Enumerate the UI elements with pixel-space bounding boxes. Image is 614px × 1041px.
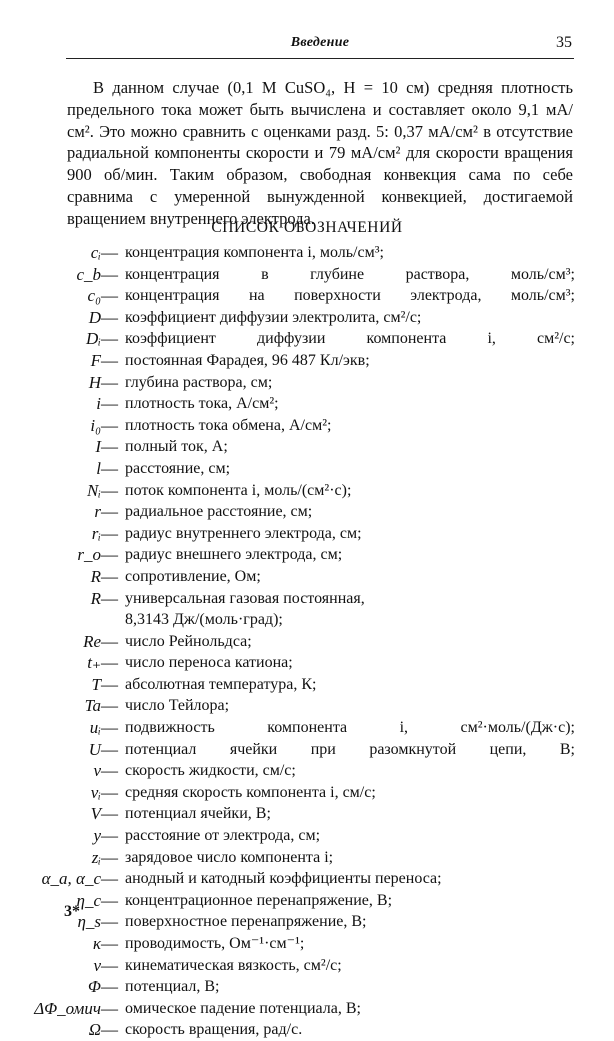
symbol — [91, 242, 118, 264]
symbol — [93, 955, 118, 977]
em-dash: — — [101, 782, 118, 802]
symbol-row — [0, 847, 614, 869]
symbol — [34, 998, 118, 1020]
em-dash: — — [101, 437, 118, 457]
symbol-row — [0, 825, 614, 847]
definition: полный ток, А; — [125, 438, 228, 456]
definition: число Тейлора; — [125, 697, 230, 715]
symbol-row — [0, 393, 614, 415]
symbol-text: cᵢ — [90, 243, 101, 262]
symbol — [94, 501, 118, 523]
symbol-row — [0, 328, 614, 350]
symbol-row — [0, 868, 614, 890]
symbol-row — [0, 739, 614, 761]
symbol — [89, 739, 118, 761]
symbol-text: T — [91, 674, 101, 694]
definition: концентрация компонента i, моль/см³; — [125, 244, 384, 261]
intro-text: В данном случае (0,1 М CuSO₄, H = 10 см) средняя плотность предельного тока может быть вычислена и составляет около 9,1 мА/см². Это можно сравнить с оценками разд. 5: 0,37 мА/см² в отсутствие радиальной компоненты скорости и 79 мА/см² для скорости вращения 900 об/мин. Таким образом, свободная конвекция сама по себе сравнима с умеренной вынужденной конвекцией, достигаемой вращением внутреннего электрода. — [67, 78, 573, 228]
definition: скорость жидкости, см/с; — [125, 762, 296, 780]
symbol-row — [0, 933, 614, 955]
header-rule — [66, 58, 574, 59]
symbol-row — [0, 415, 614, 437]
symbol-row — [0, 911, 614, 933]
symbol-row — [0, 242, 614, 264]
symbol-text: Φ — [88, 977, 101, 997]
definition: потенциал, В; — [125, 978, 220, 996]
em-dash: — — [101, 718, 118, 738]
symbol — [87, 480, 118, 502]
symbol — [95, 436, 118, 458]
symbol — [93, 825, 118, 847]
symbol-row — [0, 760, 614, 782]
symbol-row — [0, 544, 614, 566]
definition: концентрация на поверхности электрода, моль/см³; — [125, 287, 575, 305]
running-header — [66, 33, 574, 57]
definition: потенциал ячейки, В; — [125, 805, 271, 823]
section-title: Введение — [290, 35, 350, 50]
symbol — [77, 890, 118, 912]
symbol — [93, 760, 118, 782]
em-dash: — — [101, 653, 118, 673]
definition: средняя скорость компонента i, см/с; — [125, 783, 376, 801]
em-dash: — — [101, 588, 118, 608]
em-dash: — — [101, 480, 118, 500]
em-dash: — — [101, 739, 118, 759]
symbol-text: U — [88, 739, 101, 759]
em-dash: — — [101, 264, 118, 284]
definition: омическое падение потенциала, В; — [125, 999, 361, 1017]
symbol-text: i₀ — [90, 415, 101, 435]
definition: глубина раствора, см; — [125, 373, 273, 391]
definition: радиус внутреннего электрода, см; — [125, 524, 362, 542]
symbol-text: V — [90, 804, 101, 824]
symbol — [91, 588, 118, 610]
definition: постоянная Фарадея, 96 487 Кл/экв; — [125, 351, 370, 369]
symbol — [96, 393, 118, 415]
em-dash: — — [101, 243, 118, 262]
definition: радиальное расстояние, см; — [125, 503, 313, 521]
em-dash: — — [101, 674, 118, 694]
symbol-text: R — [90, 588, 101, 608]
symbol-row — [0, 264, 614, 286]
em-dash: — — [101, 415, 118, 435]
symbol — [89, 372, 118, 394]
symbol-row — [0, 695, 614, 717]
symbol-row — [0, 372, 614, 394]
symbol-row — [0, 803, 614, 825]
symbol — [91, 782, 118, 804]
em-dash: — — [101, 696, 118, 716]
em-dash: — — [101, 934, 118, 953]
em-dash: — — [101, 761, 118, 781]
definition: универсальная газовая постоянная, — [125, 589, 365, 607]
em-dash: — — [101, 955, 118, 975]
definition: потенциал ячейки при разомкнутой цепи, В; — [125, 740, 575, 758]
definition: коэффициент диффузии компонента i, см²/с; — [125, 330, 575, 348]
symbol-text: r — [94, 502, 101, 522]
symbol-row — [0, 307, 614, 329]
symbol — [90, 717, 118, 739]
symbol — [86, 328, 118, 350]
list-title: СПИСОК ОБОЗНАЧЕНИЙ — [211, 219, 403, 236]
symbol — [91, 566, 118, 588]
symbol-text: η_c — [76, 890, 101, 910]
definition: радиус внешнего электрода, см; — [125, 546, 343, 564]
symbol-text: c_b — [76, 264, 101, 284]
em-dash: — — [101, 998, 118, 1018]
intro-paragraph — [67, 77, 573, 230]
symbol — [91, 803, 118, 825]
em-dash: — — [101, 329, 118, 349]
symbol-row — [0, 436, 614, 458]
definition: скорость вращения, рад/с. — [125, 1021, 303, 1039]
em-dash: — — [101, 545, 118, 565]
symbol-text: i — [96, 394, 101, 414]
symbol-row — [0, 652, 614, 674]
symbol-row — [0, 998, 614, 1020]
definition: проводимость, Ом⁻¹·см⁻¹; — [125, 935, 305, 952]
symbol — [77, 544, 118, 566]
symbol-text: vᵢ — [90, 782, 101, 802]
em-dash: — — [101, 847, 118, 867]
em-dash: — — [101, 350, 118, 370]
symbol — [92, 847, 118, 869]
symbol — [89, 307, 118, 329]
symbol-text: α_a, α_c — [41, 869, 101, 889]
em-dash: — — [101, 372, 118, 392]
symbol-text: v — [93, 761, 101, 781]
em-dash: — — [101, 1020, 118, 1040]
symbol — [76, 264, 118, 286]
symbol-text: y — [93, 826, 101, 846]
symbol — [87, 652, 118, 674]
em-dash: — — [101, 523, 118, 543]
symbol-text: ΔΦ_омич — [34, 998, 101, 1018]
symbol-row — [0, 976, 614, 998]
symbol-row — [0, 782, 614, 804]
symbol-row — [0, 350, 614, 372]
symbol-row — [0, 480, 614, 502]
symbol-row — [0, 458, 614, 480]
em-dash: — — [101, 307, 118, 327]
symbol-text: c₀ — [87, 286, 101, 306]
symbol-text: I — [95, 437, 101, 457]
em-dash: — — [101, 977, 118, 997]
symbol-text: Re — [83, 631, 101, 651]
definition: плотность тока, А/см²; — [125, 395, 279, 413]
symbol-row — [0, 1019, 614, 1041]
definition: число Рейнольдса; — [125, 632, 252, 650]
em-dash: — — [101, 804, 118, 824]
symbol-text: D — [88, 307, 101, 327]
symbol — [88, 285, 118, 307]
definition: зарядовое число компонента i; — [125, 848, 334, 866]
symbol-text: Nᵢ — [86, 480, 101, 500]
symbol — [88, 976, 118, 998]
symbol-text: uᵢ — [89, 718, 101, 738]
symbol-text: F — [90, 350, 101, 370]
definition: концентрационное перенапряжение, В; — [125, 891, 393, 909]
symbol-row — [0, 890, 614, 912]
definition: кинематическая вязкость, см²/с; — [125, 956, 342, 974]
definition: абсолютная температура, К; — [125, 675, 317, 693]
symbol — [42, 868, 118, 890]
definition-continuation: 8,3143 Дж/(моль·град); — [125, 611, 283, 629]
symbol-row — [0, 588, 614, 631]
em-dash: — — [101, 912, 118, 932]
definition: подвижность компонента i, см²·моль/(Дж·с); — [125, 719, 575, 737]
symbol-text: κ — [92, 934, 101, 953]
symbol-row — [0, 566, 614, 588]
em-dash: — — [101, 286, 118, 306]
em-dash: — — [101, 869, 118, 889]
symbol — [77, 911, 118, 933]
em-dash: — — [101, 394, 118, 414]
symbol-row — [0, 523, 614, 545]
page-number: 35 — [556, 34, 572, 51]
symbol-row — [0, 501, 614, 523]
symbol — [92, 674, 118, 696]
definition: плотность тока обмена, А/см²; — [125, 416, 332, 434]
symbol-text: R — [90, 566, 101, 586]
symbol-row — [0, 631, 614, 653]
symbol-row — [0, 674, 614, 696]
definition: анодный и катодный коэффициенты переноса; — [125, 870, 442, 888]
symbol-text: Ω — [88, 1020, 101, 1040]
em-dash: — — [101, 566, 118, 586]
symbol — [91, 350, 118, 372]
symbol — [85, 695, 118, 717]
em-dash: — — [101, 458, 118, 478]
symbol — [96, 458, 118, 480]
definition: сопротивление, Ом; — [125, 567, 261, 585]
symbol-text: Ta — [84, 696, 101, 716]
symbol — [90, 415, 118, 437]
symbol-row — [0, 717, 614, 739]
definition: расстояние, см; — [125, 459, 231, 477]
definition: коэффициент диффузии электролита, см²/с; — [125, 308, 422, 326]
symbol-text: zᵢ — [91, 847, 101, 867]
symbol-text: rᵢ — [91, 523, 101, 543]
em-dash: — — [101, 502, 118, 522]
definition: число переноса катиона; — [125, 654, 293, 672]
symbol-row — [0, 955, 614, 977]
symbol-list — [0, 242, 614, 1041]
symbol-text: ν — [93, 955, 101, 975]
symbol — [93, 933, 118, 955]
definition: поверхностное перенапряжение, В; — [125, 913, 367, 931]
symbol-text: r_o — [77, 545, 101, 565]
signature-mark: 3* — [64, 903, 80, 920]
em-dash: — — [101, 826, 118, 846]
definition: расстояние от электрода, см; — [125, 827, 321, 845]
symbol-row — [0, 285, 614, 307]
symbol-text: H — [88, 372, 101, 392]
em-dash: — — [101, 631, 118, 651]
symbol — [83, 631, 118, 653]
symbol — [92, 523, 118, 545]
symbol-text: Dᵢ — [86, 329, 101, 349]
definition: поток компонента i, моль/(см²·с); — [125, 481, 352, 499]
symbol-text: η_s — [77, 912, 101, 932]
symbol-text: t₊ — [87, 653, 101, 673]
symbol-text: l — [96, 458, 101, 478]
symbol — [89, 1019, 118, 1041]
definition: концентрация в глубине раствора, моль/см³; — [125, 265, 575, 283]
em-dash: — — [101, 890, 118, 910]
